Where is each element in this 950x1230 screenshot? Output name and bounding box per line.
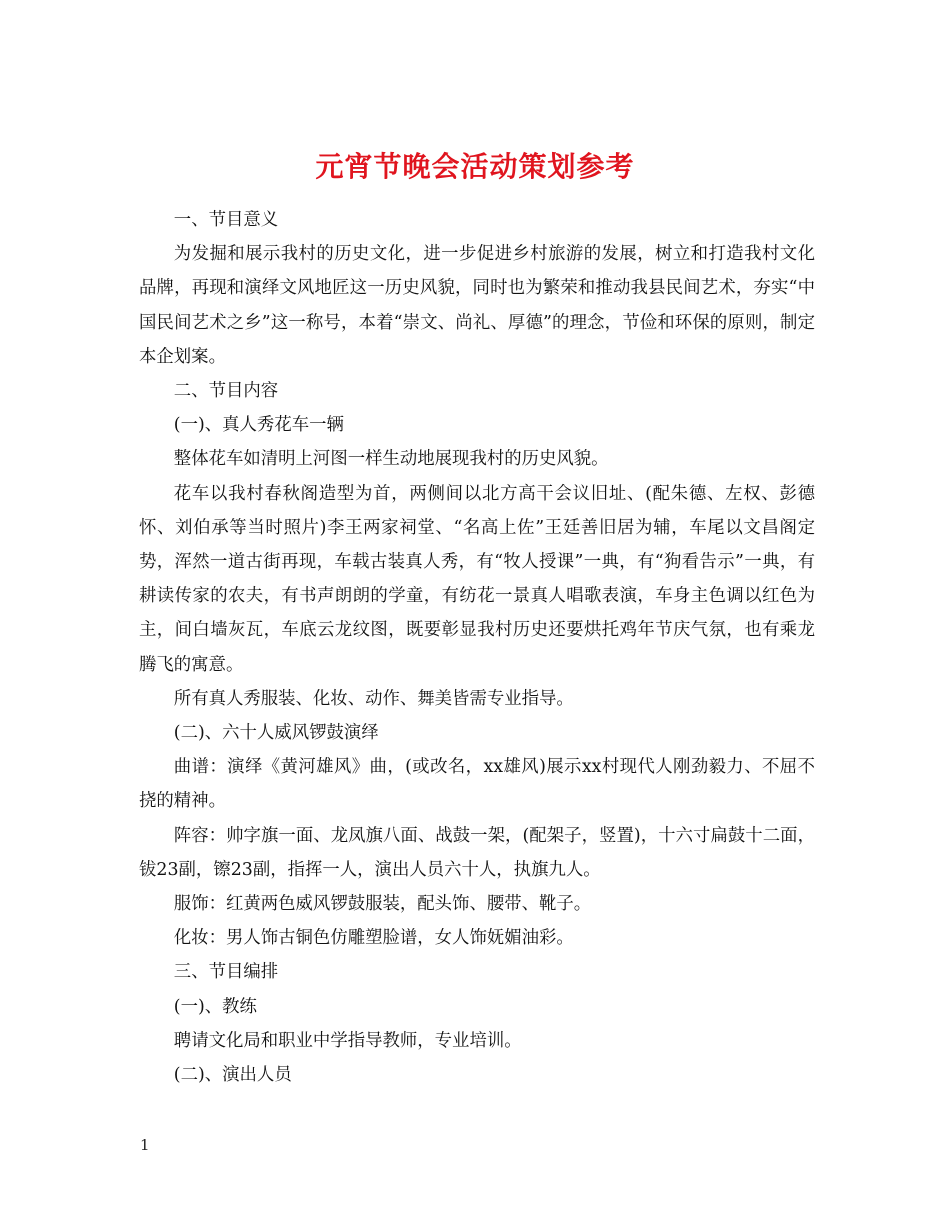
paragraph-drums-music: 曲谱：演绎《黄河雄风》曲，(或改名，xx雄风)展示xx村现代人刚劲毅力、不屈不挠的精神。 [139,757,815,812]
subheading-float: (一)、真人秀花车一辆 [173,415,344,436]
paragraph-coach: 聘请文化局和职业中学指导教师，专业培训。 [173,1030,522,1051]
paragraph-drums-makeup: 化妆：男人饰古铜色仿雕塑脸谱，女人饰妩媚油彩。 [173,928,574,949]
paragraph-meaning: 为发掘和展示我村的历史文化，进一步促进乡村旅游的发展，树立和打造我村文化品牌，再现和演绎文风地匠这一历史风貌，同时也为繁荣和推动我县民间艺术，夯实“中国民间艺术之乡”这一称号，本着“崇文、尚礼、厚德”的理念，节俭和环保的原则，制定本企划案。 [139,244,815,367]
document-title: 元宵节晚会活动策划参考 [315,149,635,183]
paragraph-drums-lineup: 阵容：帅字旗一面、龙凤旗八面、战鼓一架，(配架子，竖置)，十六寸扁鼓十二面，钹23副，镲23副，指挥一人，演出人员六十人，执旗九人。 [139,825,815,880]
paragraph-drums-costume: 服饰：红黄两色威风锣鼓服装，配头饰、腰带、靴子。 [173,894,592,915]
paragraph-float-overview: 整体花车如清明上河图一样生动地展现我村的历史风貌。 [173,449,609,470]
paragraph-float-guidance: 所有真人秀服装、化妆、动作、舞美皆需专业指导。 [173,688,574,709]
subheading-drums: (二)、六十人威风锣鼓演绎 [173,723,379,744]
document-body [139,203,815,1092]
subheading-performers: (二)、演出人员 [173,1065,292,1086]
page-number: 1 [140,1136,150,1154]
section-heading-content: 二、节目内容 [173,381,279,402]
subheading-coach: (一)、教练 [173,996,257,1017]
paragraph-float-design: 花车以我村春秋阁造型为首，两侧间以北方高干会议旧址、(配朱德、左权、彭德怀、刘伯承等当时照片)李王两家祠堂、“名高上佐”王廷善旧居为辅，车尾以文昌阁定势，浑然一道古街再现，车载古装真人秀，有“牧人授课”一典，有“狗看告示”一典，有耕读传家的农夫，有书声朗朗的学童，有纺花一景真人唱歌表演，车身主色调以红色为主，间白墙灰瓦，车底云龙纹图，既要彰显我村历史还要烘托鸡年节庆气氛，也有乘龙腾飞的寓意。 [139,483,815,675]
section-heading-meaning: 一、节目意义 [173,210,279,230]
section-heading-arrangement: 三、节目编排 [173,962,279,983]
